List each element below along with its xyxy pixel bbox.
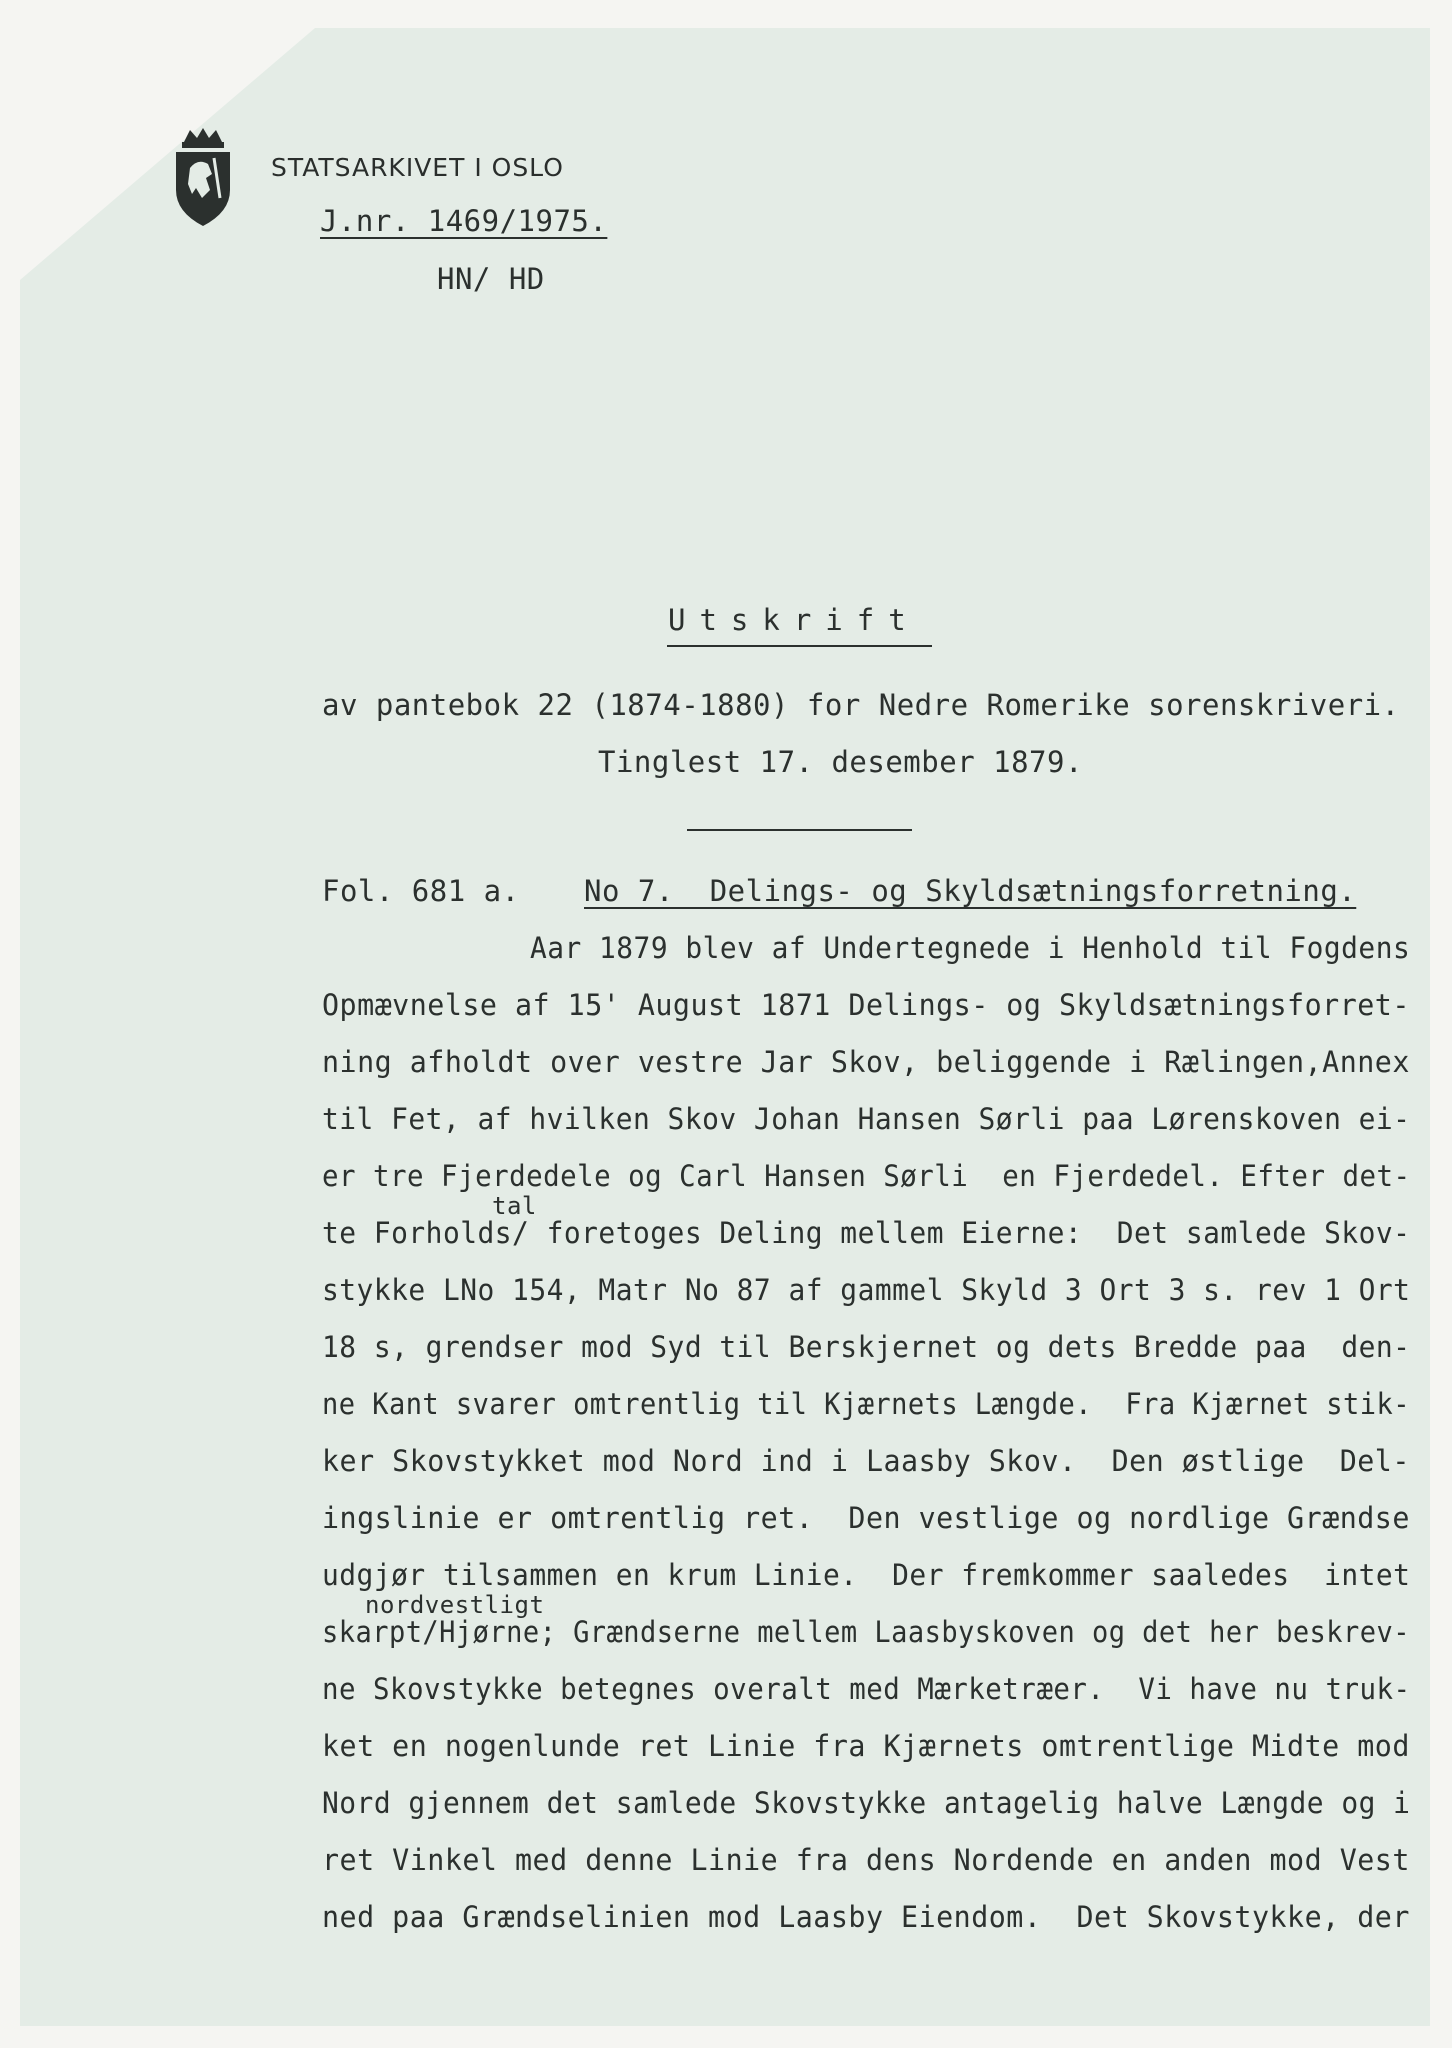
text-line: Opmævnelse af 15' August 1871 Delings- og Skyldsætningsforret- bbox=[322, 988, 1410, 1022]
text-line: ne Skovstykke betegnes overalt med Mærketræer. Vi have nu truk- bbox=[322, 1672, 1411, 1706]
initials: HN/ HD bbox=[437, 262, 545, 296]
text-line: ned paa Grændselinien mod Laasby Eiendom. Det Skovstykke, der bbox=[322, 1900, 1410, 1934]
document-page bbox=[20, 28, 1430, 2026]
text-line: ingslinie er omtrentlig ret. Den vestlige og nordlige Grændse bbox=[322, 1501, 1410, 1535]
text-line: 18 s, grendser mod Syd til Berskjernet og dets Bredde paa den- bbox=[322, 1330, 1411, 1364]
text-line: ker Skovstykket mod Nord ind i Laasby Skov. Den østlige Del- bbox=[322, 1444, 1410, 1478]
text-line: til Fet, af hvilken Skov Johan Hansen Sørli paa Lørenskoven ei- bbox=[322, 1102, 1411, 1136]
institution-name: STATSARKIVET I OSLO bbox=[271, 153, 564, 182]
text-line: te Forholds/ foretoges Deling mellem Eierne: Det samlede Skov- bbox=[322, 1216, 1411, 1250]
text-line: Nord gjennem det samlede Skovstykke antagelig halve Længde og i bbox=[322, 1786, 1411, 1820]
text-line: ret Vinkel med denne Linie fra dens Nordende en anden mod Vest bbox=[322, 1843, 1410, 1877]
journal-number: J.nr. 1469/1975. bbox=[320, 204, 608, 238]
text-line: skarpt/Hjørne; Grændserne mellem Laasbyskoven og det her beskrev- bbox=[322, 1615, 1410, 1649]
entry-heading: No 7. Delings- og Skyldsætningsforretning. bbox=[584, 874, 1357, 908]
text-line: ket en nogenlunde ret Linie fra Kjærnets omtrentlige Midte mod bbox=[322, 1729, 1410, 1763]
text-line: Aar 1879 blev af Undertegnede i Henhold til Fogdens bbox=[530, 931, 1411, 965]
text-line: ne Kant svarer omtrentlig til Kjærnets Længde. Fra Kjærnet stik- bbox=[322, 1387, 1410, 1421]
document-title: Utskrift bbox=[668, 603, 920, 637]
title-underline bbox=[667, 645, 932, 647]
coat-of-arms-icon bbox=[170, 128, 236, 228]
text-line: udgjør tilsammen en krum Linie. Der fremkommer saaledes intet bbox=[322, 1558, 1411, 1592]
text-line: stykke LNo 154, Matr No 87 af gammel Skyld 3 Ort 3 s. rev 1 Ort bbox=[322, 1273, 1411, 1307]
inserted-word: tal bbox=[492, 1192, 537, 1220]
inserted-word: nordvestligt bbox=[365, 1591, 545, 1619]
text-line: er tre Fjerdedele og Carl Hansen Sørli en Fjerdedel. Efter det- bbox=[322, 1159, 1411, 1193]
source-line: av pantebok 22 (1874-1880) for Nedre Romerike sorenskriveri. bbox=[322, 688, 1400, 722]
registered-line: Tinglest 17. desember 1879. bbox=[598, 745, 1083, 779]
separator-rule bbox=[687, 829, 912, 831]
folio-number: Fol. 681 a. bbox=[322, 874, 520, 908]
text-line: ning afholdt over vestre Jar Skov, beliggende i Rælingen,Annex bbox=[322, 1045, 1410, 1079]
